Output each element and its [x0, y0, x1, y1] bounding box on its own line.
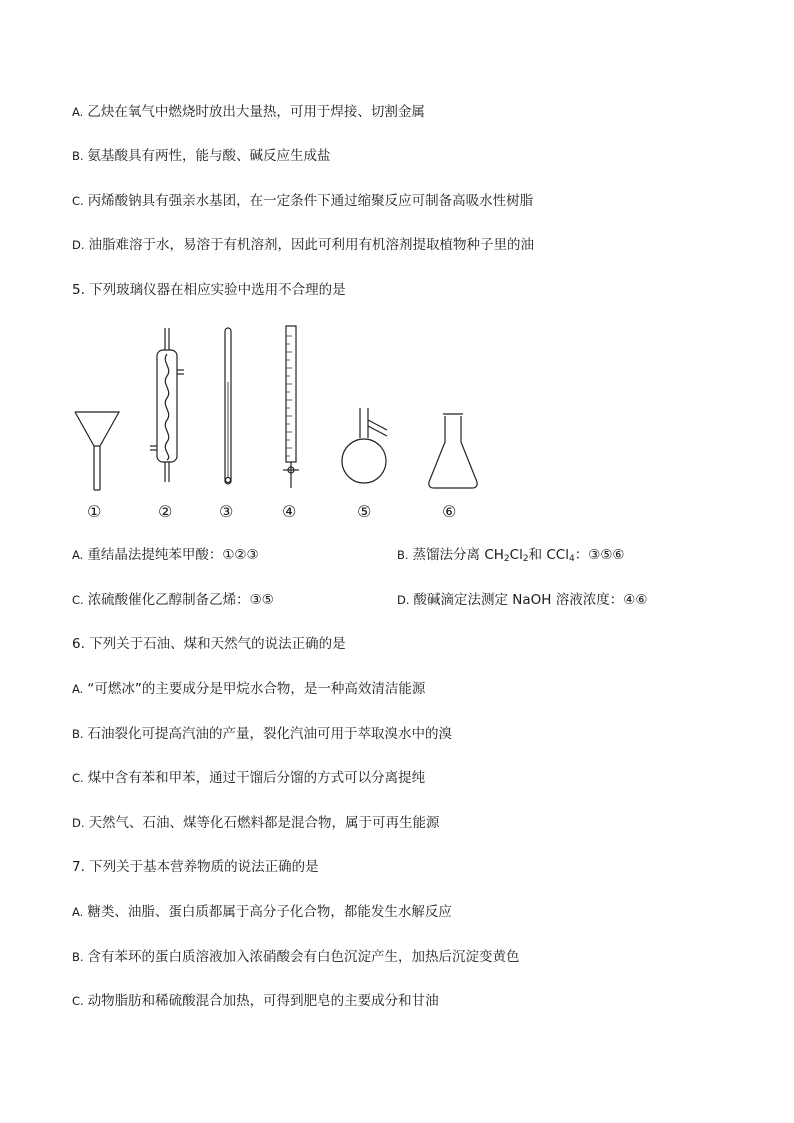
option-text: 丙烯酸钠具有强亲水基团，在一定条件下通过缩聚反应可制备高吸水性树脂	[87, 193, 534, 209]
option-text: 动物脂肪和稀硫酸混合加热，可得到肥皂的主要成分和甘油	[87, 993, 439, 1009]
q7-stem: 7. 下列关于基本营养物质的说法正确的是	[72, 859, 319, 875]
q7-option-b	[72, 947, 520, 967]
option-text: 煤中含有苯和甲苯，通过干馏后分馏的方式可以分离提纯	[87, 770, 426, 786]
q5-option-d	[397, 590, 647, 610]
option-text: 天然气、石油、煤等化石燃料都是混合物，属于可再生能源	[88, 815, 440, 831]
option-text: 浓硫酸催化乙醇制备乙烯：③⑤	[87, 592, 274, 608]
burette-graduations	[286, 336, 292, 456]
q4-option-c	[72, 191, 533, 211]
option-label: A.	[72, 905, 84, 919]
q5-option-b	[397, 545, 625, 569]
q4-option-a	[72, 102, 425, 122]
q4-option-b	[72, 146, 331, 166]
conical-flask-icon	[429, 414, 477, 488]
option-text: 氨基酸具有两性，能与酸、碱反应生成盐	[87, 148, 331, 164]
option-text: 油脂难溶于水，易溶于有机溶剂，因此可利用有机溶剂提取植物种子里的油	[88, 237, 535, 253]
option-text-post: 和 CCl	[528, 547, 569, 563]
option-text: 乙炔在氧气中燃烧时放出大量热，可用于焊接、切割金属	[87, 104, 425, 120]
option-text-mid: Cl	[509, 547, 523, 563]
subscript: 2	[503, 554, 510, 564]
option-text: 含有苯环的蛋白质溶液加入浓硝酸会有白色沉淀产生，加热后沉淀变黄色	[87, 949, 520, 965]
q6-stem: 6. 下列关于石油、煤和天然气的说法正确的是	[72, 636, 346, 652]
q5-option-c	[72, 590, 274, 610]
figure-label-5: ⑤	[357, 502, 372, 521]
option-label: C.	[72, 994, 84, 1008]
option-label: B.	[72, 950, 84, 964]
subscript: 4	[568, 554, 575, 564]
condenser-icon	[150, 328, 184, 482]
figure-label-3: ③	[219, 502, 234, 521]
subscript: 2	[522, 554, 529, 564]
option-label: D.	[397, 593, 410, 607]
glassware-svg	[68, 322, 488, 522]
option-text: 糖类、油脂、蛋白质都属于高分子化合物，都能发生水解反应	[87, 904, 452, 920]
burette-icon	[283, 326, 299, 488]
option-label: C.	[72, 771, 84, 785]
option-label: B.	[72, 149, 84, 163]
option-text-end: ：③⑤⑥	[574, 547, 625, 563]
figure-label-4: ④	[282, 502, 297, 521]
option-text: 石油裂化可提高汽油的产量，裂化汽油可用于萃取溴水中的溴	[87, 726, 453, 742]
option-label: C.	[72, 194, 84, 208]
option-text-pre: 蒸馏法分离 CH	[412, 547, 504, 563]
option-label: B.	[72, 727, 84, 741]
glassware-figure	[68, 322, 488, 522]
q6-option-a	[72, 679, 425, 699]
figure-label-6: ⑥	[442, 502, 457, 521]
figure-label-2: ②	[158, 502, 173, 521]
option-label: A.	[72, 682, 84, 696]
option-label: A.	[72, 105, 84, 119]
option-label: B.	[397, 548, 409, 562]
option-label: A.	[72, 548, 84, 562]
q7-option-a	[72, 902, 452, 922]
q6-option-b	[72, 724, 452, 744]
option-label: D.	[72, 816, 85, 830]
q6-option-c	[72, 768, 425, 788]
option-text: 重结晶法提纯苯甲酸：①②③	[87, 547, 259, 563]
option-label: C.	[72, 593, 84, 607]
option-text: 酸碱滴定法测定 NaOH 溶液浓度：④⑥	[413, 592, 648, 608]
figure-label-1: ①	[87, 502, 102, 521]
option-label: D.	[72, 238, 85, 252]
q5-option-a	[72, 545, 259, 565]
thermometer-icon	[225, 328, 231, 484]
funnel-icon	[75, 412, 119, 490]
option-text: “可燃冰”的主要成分是甲烷水合物，是一种高效清洁能源	[87, 681, 426, 697]
q7-option-c	[72, 991, 439, 1011]
q4-option-d	[72, 235, 534, 255]
q5-stem: 5. 下列玻璃仪器在相应实验中选用不合理的是	[72, 282, 346, 298]
q6-option-d	[72, 813, 440, 833]
distillation-flask-icon	[342, 408, 387, 483]
